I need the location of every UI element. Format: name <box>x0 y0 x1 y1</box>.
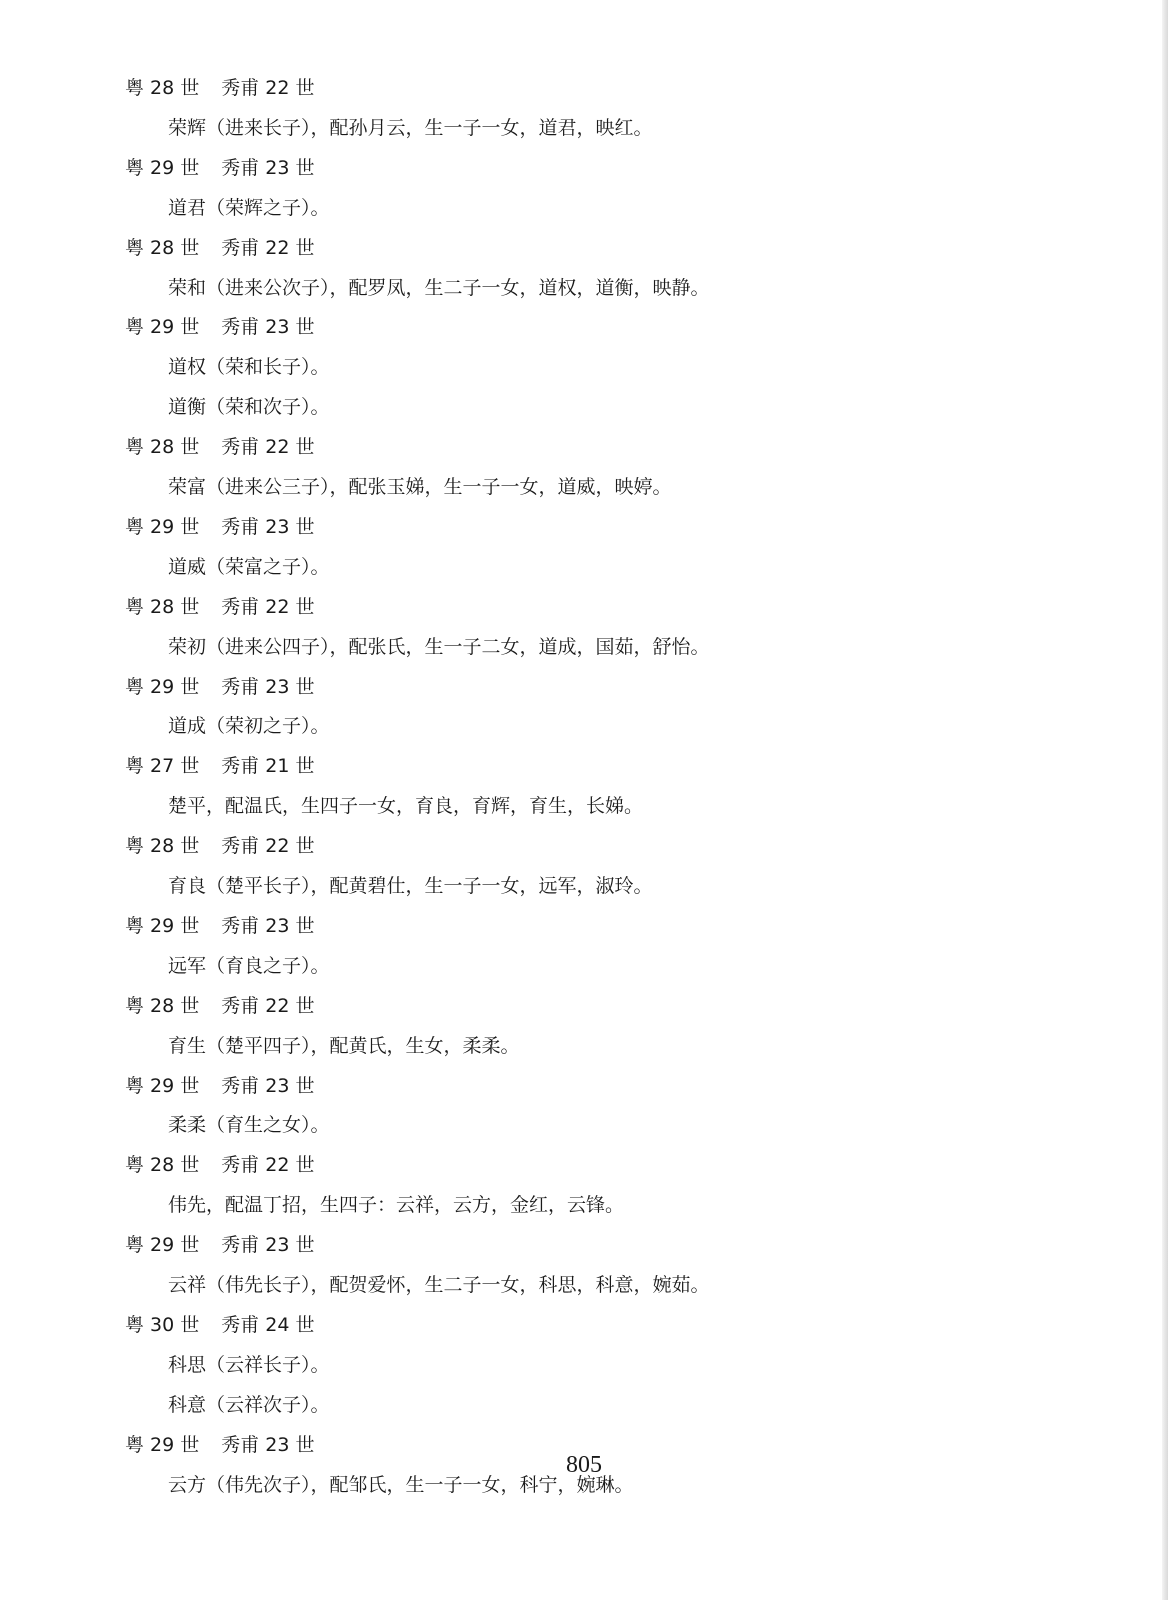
generation-heading <box>125 754 315 778</box>
generation-heading <box>125 435 315 459</box>
yue-generation-label: 粤 27 世 <box>125 755 200 777</box>
generation-heading <box>125 515 315 539</box>
person-entry: 育良（楚平长子），配黄碧仕，生一子一女，远军，淑玲。 <box>168 875 653 897</box>
xiufu-generation-label: 秀甫 23 世 <box>221 1434 315 1456</box>
xiufu-generation-label: 秀甫 23 世 <box>221 1234 315 1256</box>
xiufu-generation-label: 秀甫 24 世 <box>221 1314 315 1336</box>
yue-generation-label: 粤 28 世 <box>125 1154 200 1176</box>
generation-heading <box>125 1074 315 1098</box>
person-entry: 云祥（伟先长子），配贺爱怀，生二子一女，科思，科意，婉茹。 <box>168 1274 710 1296</box>
generation-heading <box>125 994 315 1018</box>
xiufu-generation-label: 秀甫 23 世 <box>221 516 315 538</box>
person-entry: 荣富（进来公三子），配张玉娣，生一子一女，道威，映婷。 <box>168 476 672 498</box>
yue-generation-label: 粤 29 世 <box>125 915 200 937</box>
yue-generation-label: 粤 29 世 <box>125 316 200 338</box>
yue-generation-label: 粤 28 世 <box>125 237 200 259</box>
xiufu-generation-label: 秀甫 22 世 <box>221 1154 315 1176</box>
generation-heading <box>125 595 315 619</box>
person-entry: 远军（育良之子）。 <box>168 955 330 977</box>
person-entry: 育生（楚平四子），配黄氏，生女，柔柔。 <box>168 1035 520 1057</box>
person-entry: 荣初（进来公四子），配张氏，生一子二女，道成，国茹，舒怡。 <box>168 636 710 658</box>
yue-generation-label: 粤 30 世 <box>125 1314 200 1336</box>
xiufu-generation-label: 秀甫 22 世 <box>221 596 315 618</box>
xiufu-generation-label: 秀甫 22 世 <box>221 835 315 857</box>
page-number: 805 <box>566 1452 602 1478</box>
person-entry: 云方（伟先次子），配邹氏，生一子一女，科宁，婉琳。 <box>168 1474 634 1496</box>
xiufu-generation-label: 秀甫 22 世 <box>221 237 315 259</box>
page-edge-shadow <box>1162 0 1168 1600</box>
xiufu-generation-label: 秀甫 23 世 <box>221 676 315 698</box>
generation-heading <box>125 156 315 180</box>
xiufu-generation-label: 秀甫 22 世 <box>221 436 315 458</box>
yue-generation-label: 粤 29 世 <box>125 676 200 698</box>
generation-heading <box>125 1233 315 1257</box>
xiufu-generation-label: 秀甫 23 世 <box>221 915 315 937</box>
generation-heading <box>125 1153 315 1177</box>
xiufu-generation-label: 秀甫 22 世 <box>221 995 315 1017</box>
yue-generation-label: 粤 28 世 <box>125 596 200 618</box>
generation-heading <box>125 315 315 339</box>
person-entry: 科思（云祥长子）。 <box>168 1354 330 1376</box>
generation-heading <box>125 834 315 858</box>
xiufu-generation-label: 秀甫 22 世 <box>221 77 315 99</box>
yue-generation-label: 粤 29 世 <box>125 1075 200 1097</box>
yue-generation-label: 粤 28 世 <box>125 835 200 857</box>
yue-generation-label: 粤 28 世 <box>125 995 200 1017</box>
yue-generation-label: 粤 28 世 <box>125 77 200 99</box>
person-entry: 荣和（进来公次子），配罗凤，生二子一女，道权，道衡，映静。 <box>168 277 710 299</box>
person-entry: 伟先，配温丁招，生四子：云祥，云方，金红，云锋。 <box>168 1194 625 1216</box>
yue-generation-label: 粤 29 世 <box>125 157 200 179</box>
generation-heading <box>125 914 315 938</box>
xiufu-generation-label: 秀甫 23 世 <box>221 1075 315 1097</box>
yue-generation-label: 粤 29 世 <box>125 516 200 538</box>
person-entry: 道君（荣辉之子）。 <box>168 197 330 219</box>
person-entry: 道衡（荣和次子）。 <box>168 396 330 418</box>
person-entry: 柔柔（育生之女）。 <box>168 1114 330 1136</box>
person-entry: 楚平，配温氏，生四子一女，育良，育辉，育生，长娣。 <box>168 795 644 817</box>
xiufu-generation-label: 秀甫 23 世 <box>221 316 315 338</box>
person-entry: 道权（荣和长子）。 <box>168 356 330 378</box>
person-entry: 道威（荣富之子）。 <box>168 556 330 578</box>
xiufu-generation-label: 秀甫 21 世 <box>221 755 315 777</box>
person-entry: 科意（云祥次子）。 <box>168 1394 330 1416</box>
person-entry: 荣辉（进来长子），配孙月云，生一子一女，道君，映红。 <box>168 117 653 139</box>
yue-generation-label: 粤 29 世 <box>125 1234 200 1256</box>
yue-generation-label: 粤 28 世 <box>125 436 200 458</box>
xiufu-generation-label: 秀甫 23 世 <box>221 157 315 179</box>
yue-generation-label: 粤 29 世 <box>125 1434 200 1456</box>
generation-heading <box>125 1313 315 1337</box>
generation-heading <box>125 76 315 100</box>
person-entry: 道成（荣初之子）。 <box>168 715 330 737</box>
generation-heading <box>125 236 315 260</box>
generation-heading <box>125 675 315 699</box>
